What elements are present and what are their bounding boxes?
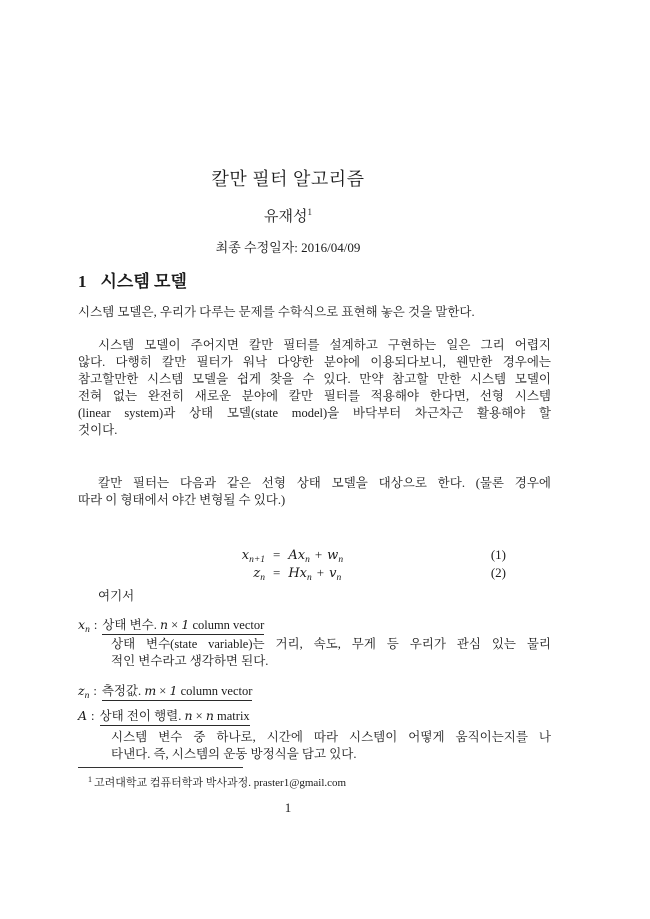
- text-line: 참고할만한 시스템 모델을 쉽게 찾을 수 있다. 만약 참고할 만한 시스템 모델이: [78, 372, 551, 386]
- subscript: n: [84, 691, 90, 701]
- definition-A-head: [78, 707, 551, 725]
- section-title: 시스템 모델: [100, 272, 187, 291]
- subscript: n: [260, 573, 265, 583]
- text-line: 것이다.: [78, 423, 118, 437]
- date-line: 최종 수정일자: 2016/04/09: [215, 240, 361, 255]
- text-line: 시스템 모델이 주어지면 칼만 필터를 설계하고 구현하는 일은 그리 어렵지: [98, 338, 551, 352]
- equation-number: (2): [490, 565, 506, 580]
- colon: :: [91, 709, 95, 723]
- equation-lhs: $x_{n+1}$: [241, 548, 265, 565]
- text-line: 상태 변수(state variable)는 거리, 속도, 무게 등 우리가 관심 있는 물리: [111, 637, 551, 651]
- page-number: 1: [284, 800, 292, 815]
- equals-sign: =: [273, 565, 281, 580]
- text-line: 따라 이 형태에서 야간 변형될 수 있다.): [78, 493, 286, 507]
- document-header: [78, 0, 498, 256]
- definition-xn-head: [78, 616, 551, 634]
- equation-lhs: $z_n$: [253, 566, 265, 583]
- document-title: 칼만 필터 알고리즘: [211, 169, 365, 189]
- text-line: 않다. 다행히 칼만 필터가 워낙 다양한 분야에 이용되다보니, 웬만한 경우에는: [78, 355, 551, 369]
- definition-zn-head: [78, 682, 551, 700]
- definition-symbol: $x_n$: [78, 617, 90, 635]
- definition-symbol: A: [78, 708, 88, 723]
- equation-rhs: $Hx_n + v_n$: [288, 565, 342, 583]
- equation-row-1: [78, 546, 506, 564]
- subscript: n+1: [249, 555, 265, 565]
- equation-row-2: [78, 564, 506, 582]
- here-label-line: [78, 588, 551, 605]
- footnote-rule: [78, 767, 243, 768]
- text-line: 칼만 필터는 다음과 같은 선형 상태 모델을 대상으로 한다. (물론 경우에: [98, 476, 551, 490]
- definition-term: 상태 변수. n × 1 column vector: [102, 618, 264, 635]
- equation-block: [78, 546, 506, 582]
- definition-A-description: [111, 729, 551, 763]
- plus-sign: +: [314, 547, 323, 562]
- definition-term: 측정값. m × 1 column vector: [102, 684, 253, 701]
- definition-symbol: $z_n$: [78, 683, 90, 701]
- section-number: 1: [78, 272, 87, 291]
- equation-rhs: $Ax_n + w_n$: [288, 547, 344, 565]
- paragraph-intro: [78, 304, 551, 321]
- subscript: n: [338, 555, 344, 565]
- footnote-mark: 1: [88, 775, 92, 784]
- text-line: 시스템 모델은, 우리가 다루는 문제를 수학식으로 표현해 놓은 것을 말한다.: [78, 305, 475, 319]
- text-line: 적인 변수라고 생각하면 된다.: [111, 654, 269, 668]
- plus-sign: +: [316, 565, 325, 580]
- here-label: 여기서: [98, 589, 135, 603]
- author-footnote-mark: 1: [307, 207, 312, 217]
- colon: :: [93, 618, 98, 632]
- text-line: 타낸다. 즉, 시스템의 운동 방정식을 담고 있다.: [111, 747, 357, 761]
- paragraph-model: [78, 475, 551, 509]
- text-line: (linear system)과 상태 모델(state model)을 바닥부터 차근차근 활용해야 할: [78, 406, 551, 420]
- definition-xn-description: [111, 636, 551, 670]
- footnote: [78, 772, 551, 791]
- subscript: n: [336, 573, 342, 583]
- author-line: [78, 202, 498, 227]
- text-line: 전혀 없는 완전히 새로운 분야에 칼만 필터를 적용해야 한다면, 선형 시스템: [78, 389, 551, 403]
- author-name: 유재성: [264, 209, 308, 225]
- definition-term: 상태 전이 행렬. n × n matrix: [100, 709, 250, 726]
- colon: :: [93, 684, 97, 698]
- equation-number: (1): [490, 547, 506, 562]
- subscript: n: [305, 555, 310, 565]
- equals-sign: =: [273, 547, 281, 562]
- footnote-text: 고려대학교 컴퓨터학과 박사과정. praster1@gmail.com: [94, 777, 347, 789]
- section-heading: [78, 271, 187, 293]
- subscript: n: [307, 573, 312, 583]
- subscript: n: [85, 625, 90, 635]
- text-line: 시스템 변수 중 하나로, 시간에 따라 시스템이 어떻게 움직이는지를 나: [111, 730, 551, 744]
- paragraph-design: [78, 337, 551, 439]
